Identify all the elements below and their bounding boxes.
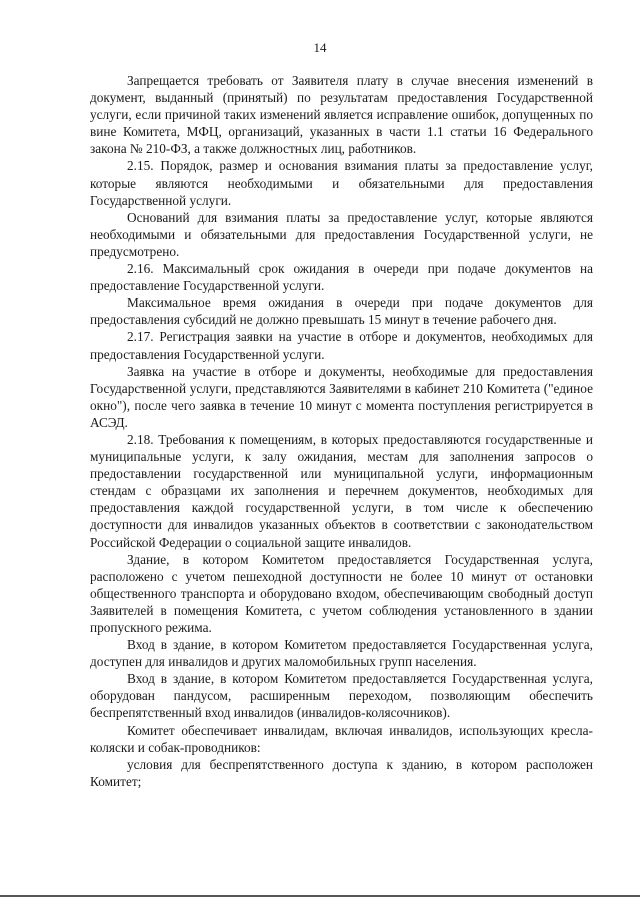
paragraph-no-fee-grounds: Оснований для взимания платы за предоставление услуг, которые являются необходимыми и обязательными для предоставления Государственной услуги, не предусмотрено.: [90, 209, 593, 259]
paragraph-entrance-accessible: Вход в здание, в котором Комитетом предоставляется Государственная услуга, доступен для инвалидов и других маломобильных групп населения.: [90, 637, 593, 670]
paragraph-entrance-ramp: Вход в здание, в котором Комитетом предоставляется Государственная услуга, оборудован пандусом, расширенным переходом, позволяющим обеспечить беспрепятственный вход инвалидов (инвалидов-колясочников).: [90, 671, 593, 721]
paragraph-application-submission: Заявка на участие в отборе и документы, необходимые для предоставления Государственной услуги, представляются Заявителями в кабинет 210 Комитета ("единое окно"), после чего заявка в течение 10 минут с момента поступления регистрируется в АСЭД.: [90, 363, 593, 430]
paragraph-2-18-heading: 2.18. Требования к помещениям, в которых предоставляются государственные и муниципальные услуги, к залу ожидания, местам для заполнения запросов о предоставлении государственной или муниципальной услуги, информационным стендам с образцами их заполнения и перечнем документов, необходимых для предоставления каждой государственной услуги, в том числе к обеспечению доступности для инвалидов указанных объектов в соответствии с законодательством Российской Федерации о социальной защите инвалидов.: [90, 431, 593, 550]
paragraph-building-location: Здание, в котором Комитетом предоставляется Государственная услуга, расположено с учетом пешеходной доступности не более 10 минут от остановки общественного транспорта и оборудовано входом, обеспечивающим свободный доступ Заявителей в помещения Комитета, с учетом соблюдения установленного в здании пропускного режима.: [90, 551, 593, 635]
paragraph-2-16-heading: 2.16. Максимальный срок ожидания в очереди при подаче документов на предоставление Государственной услуги.: [90, 261, 593, 294]
paragraph-committee-provides: Комитет обеспечивает инвалидам, включая инвалидов, использующих кресла-коляски и собак-проводников:: [90, 722, 593, 755]
paragraph-fee-prohibition: Запрещается требовать от Заявителя плату в случае внесения изменений в документ, выданный (принятый) по результатам предоставления Государственной услуги, если причиной таких изменений является исправление ошибок, допущенных по вине Комитета, МФЦ, организаций, указанных в части 1.1 статьи 16 Федерального закона № 210-ФЗ, а также должностных лиц, работников.: [90, 73, 593, 157]
paragraph-2-17-heading: 2.17. Регистрация заявки на участие в отборе и документов, необходимых для предоставления Государственной услуги.: [90, 329, 593, 362]
bottom-scan-edge: [0, 895, 640, 897]
document-body: [90, 72, 593, 790]
page-number: 14: [313, 40, 327, 55]
paragraph-access-conditions: условия для беспрепятственного доступа к зданию, в котором расположен Комитет;: [90, 756, 593, 789]
paragraph-max-wait-time: Максимальное время ожидания в очереди при подаче документов для предоставления субсидий не должно превышать 15 минут в течение рабочего дня.: [90, 295, 593, 328]
paragraph-2-15-heading: 2.15. Порядок, размер и основания взимания платы за предоставление услуг, которые являются необходимыми и обязательными для предоставления Государственной услуги.: [90, 158, 593, 208]
